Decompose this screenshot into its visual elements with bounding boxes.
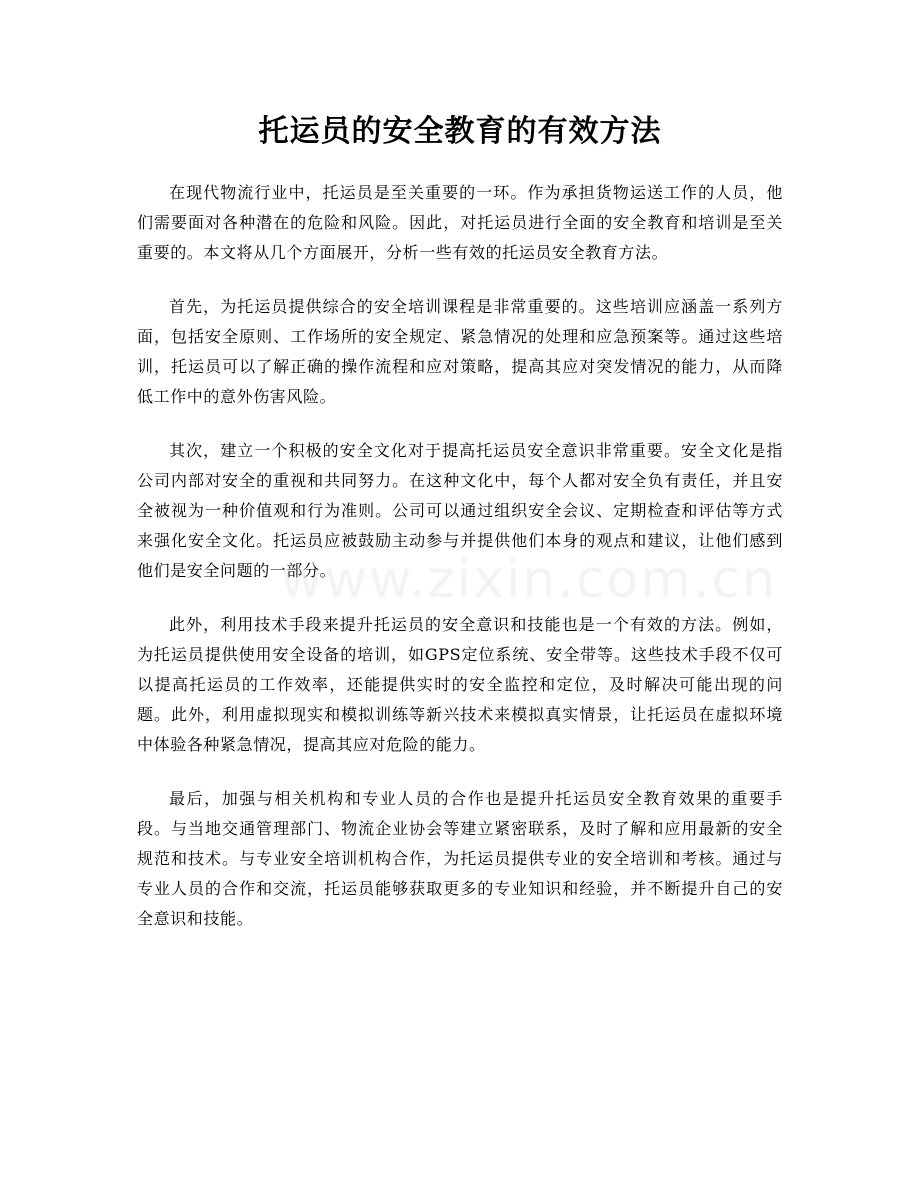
document-title: 托运员的安全教育的有效方法: [258, 114, 662, 149]
document-body: [137, 178, 783, 934]
paragraph-training-courses: 首先，为托运员提供综合的安全培训课程是非常重要的。这些培训应涵盖一系列方面，包括安全原则、工作场所的安全规定、紧急情况的处理和应急预案等。通过这些培训，托运员可以了解正确的操作流程和应对策略，提高其应对突发情况的能力，从而降低工作中的意外伤害风险。: [137, 297, 783, 406]
paragraph-technology: 此外，利用技术手段来提升托运员的安全意识和技能也是一个有效的方法。例如，为托运员提供使用安全设备的培训，如GPS定位系统、安全带等。这些技术手段不仅可以提高托运员的工作效率，还能提供实时的安全监控和定位，及时解决可能出现的问题。此外，利用虚拟现实和模拟训练等新兴技术来模拟真实情景，让托运员在虚拟环境中体验各种紧急情况，提高其应对危险的能力。: [137, 615, 783, 754]
paragraph-intro: 在现代物流行业中，托运员是至关重要的一环。作为承担货物运送工作的人员，他们需要面对各种潜在的危险和风险。因此，对托运员进行全面的安全教育和培训是至关重要的。本文将从几个方面展开，分析一些有效的托运员安全教育方法。: [137, 183, 783, 262]
paragraph-safety-culture: 其次，建立一个积极的安全文化对于提高托运员安全意识非常重要。安全文化是指公司内部对安全的重视和共同努力。在这种文化中，每个人都对安全负有责任，并且安全被视为一种价值观和行为准则。公司可以通过组织安全会议、定期检查和评估等方式来强化安全文化。托运员应被鼓励主动参与并提供他们本身的观点和建议，让他们感到他们是安全问题的一部分。: [137, 441, 783, 580]
paragraph-cooperation: 最后，加强与相关机构和专业人员的合作也是提升托运员安全教育效果的重要手段。与当地交通管理部门、物流企业协会等建立紧密联系，及时了解和应用最新的安全规范和技术。与专业安全培训机构合作，为托运员提供专业的安全培训和考核。通过与专业人员的合作和交流，托运员能够获取更多的专业知识和经验，并不断提升自己的安全意识和技能。: [137, 789, 783, 928]
